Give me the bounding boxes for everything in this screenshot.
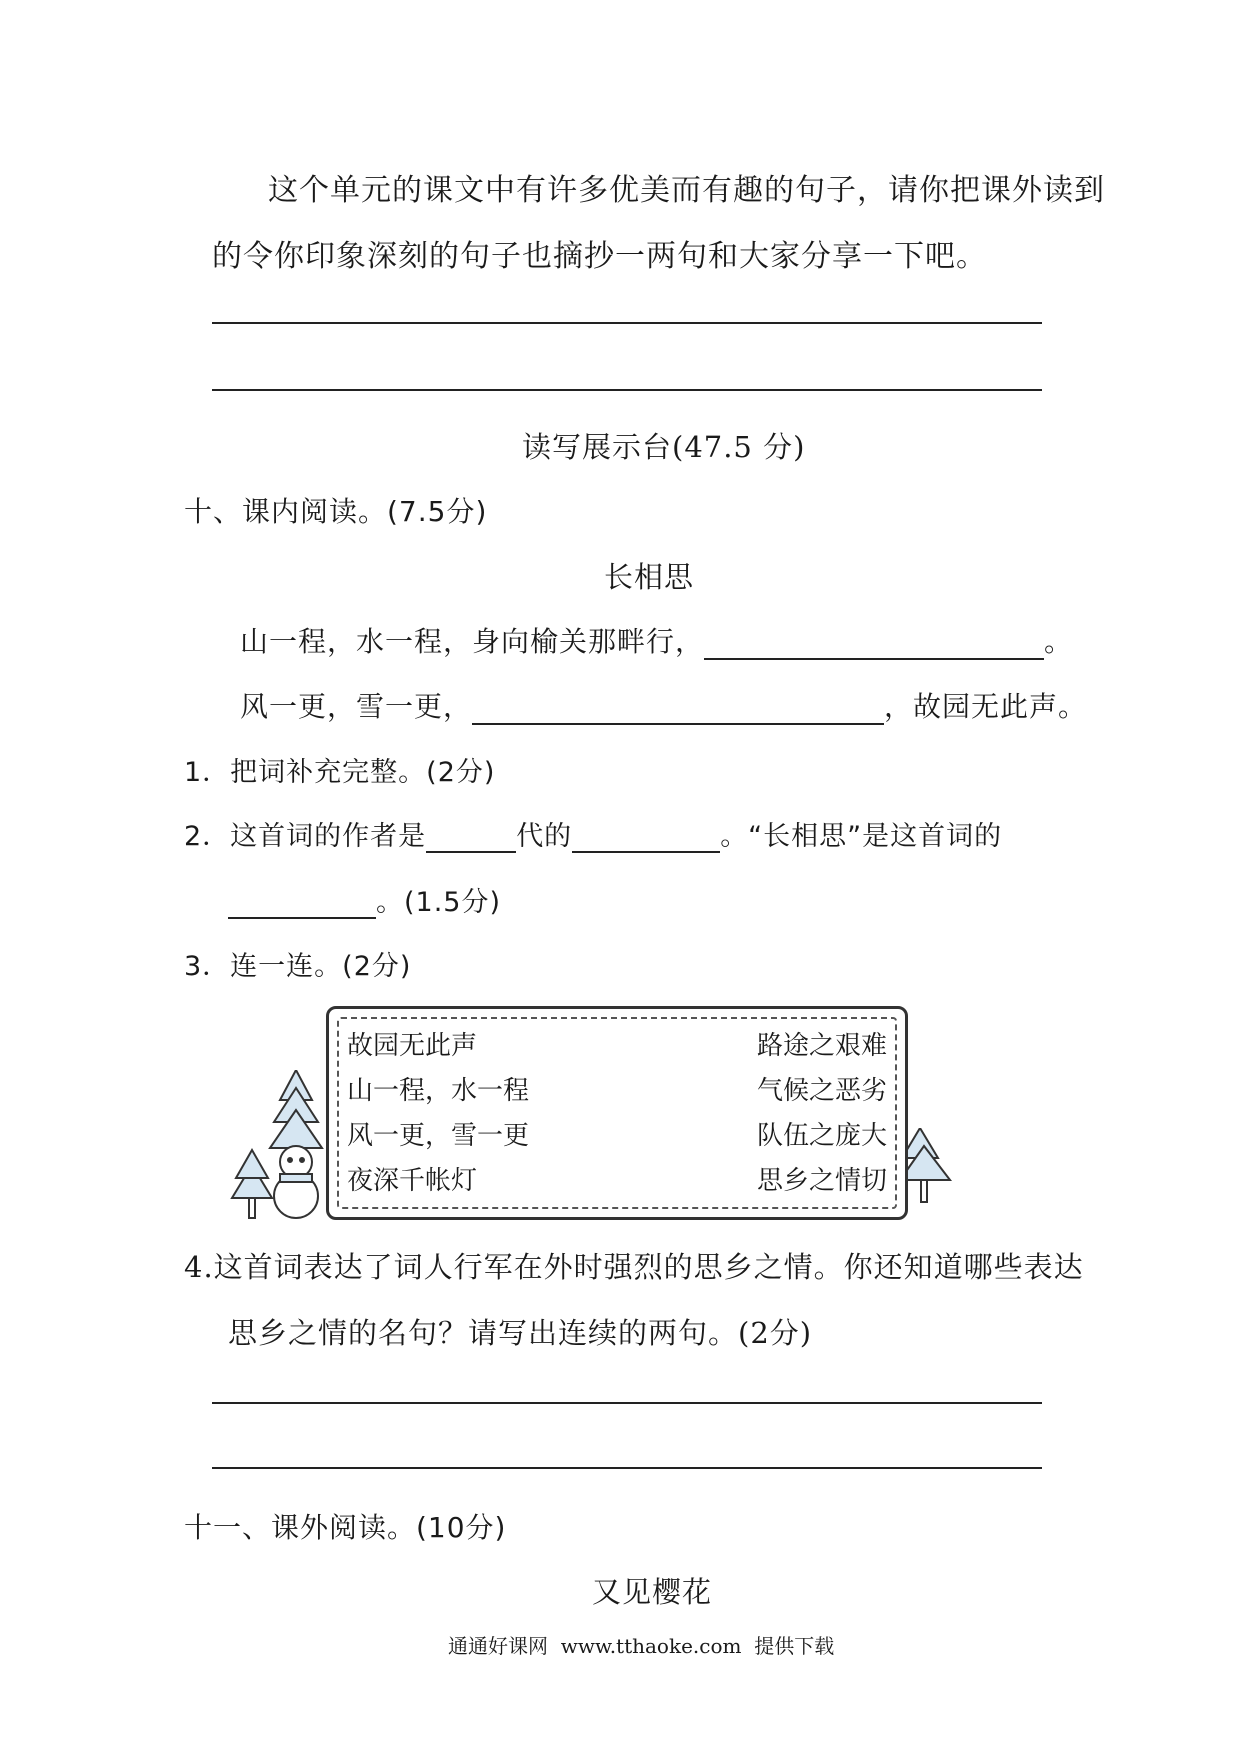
cipai-blank[interactable]	[228, 887, 376, 919]
story-title: 又见樱花	[592, 1575, 713, 1609]
match-left-item[interactable]: 山一程，水一程	[347, 1076, 530, 1106]
poem-line-2-text: 风一更，雪一更，	[240, 690, 473, 723]
q10-item-1: 1．把词补充完整。(2分)	[184, 757, 496, 788]
poem-title: 长相思	[604, 560, 695, 594]
intro-line-1: 这个单元的课文中有许多优美而有趣的句子，请你把课外读到	[268, 173, 1105, 208]
q11-heading: 十一、课外阅读。(10分)	[184, 1511, 507, 1544]
answer-line[interactable]	[212, 1467, 1042, 1469]
q10-item-2	[184, 814, 1002, 853]
poem-line-2	[240, 685, 1087, 725]
poem-blank-2[interactable]	[472, 693, 884, 725]
answer-line[interactable]	[212, 322, 1042, 324]
matching-box	[326, 1006, 908, 1220]
author-blank[interactable]	[572, 821, 720, 853]
q10-item-2-text-c: 。“长相思”是这首词的	[720, 821, 1003, 852]
q10-item-2-text-b: 代的	[516, 821, 573, 852]
q10-item-2-cont	[228, 880, 501, 919]
q10-item-2-text: 2．这首词的作者是	[184, 821, 427, 852]
tree-snowman-illustration	[224, 1070, 334, 1220]
q10-item-4-line-1: 4.这首词表达了词人行军在外时强烈的思乡之情。你还知道哪些表达	[184, 1250, 1084, 1284]
poem-line-1-text: 山一程，水一程，身向榆关那畔行，	[240, 625, 705, 658]
poem-line-2-end: ，故园无此声。	[884, 690, 1088, 723]
match-left-item[interactable]: 夜深千帐灯	[347, 1166, 478, 1196]
footer-credit: 通通好课网 www.tthaoke.com 提供下载	[448, 1634, 835, 1658]
section-title: 读写展示台(47.5 分)	[522, 430, 806, 464]
q10-item-2-text-d: 。(1.5分)	[376, 887, 502, 918]
snowman-icon	[274, 1146, 318, 1218]
match-left-item[interactable]: 故园无此声	[347, 1031, 478, 1061]
answer-line[interactable]	[212, 389, 1042, 391]
q10-item-4-line-2: 思乡之情的名句？请写出连续的两句。(2分)	[228, 1316, 813, 1350]
answer-line[interactable]	[212, 1402, 1042, 1404]
match-right-item[interactable]: 队伍之庞大	[756, 1121, 887, 1151]
q10-item-3: 3．连一连。(2分)	[184, 951, 412, 982]
intro-line-2: 的令你印象深刻的句子也摘抄一两句和大家分享一下吧。	[212, 239, 987, 274]
match-right-item[interactable]: 路途之艰难	[756, 1031, 887, 1061]
poem-line-1-end: 。	[1044, 625, 1074, 658]
poem-line-1	[240, 620, 1073, 660]
match-right-item[interactable]: 思乡之情切	[756, 1166, 887, 1196]
match-right-item[interactable]: 气候之恶劣	[756, 1076, 887, 1106]
match-left-item[interactable]: 风一更，雪一更	[347, 1121, 530, 1151]
poem-blank-1[interactable]	[704, 628, 1044, 660]
dynasty-blank[interactable]	[426, 821, 516, 853]
q10-heading: 十、课内阅读。(7.5分)	[184, 495, 488, 528]
